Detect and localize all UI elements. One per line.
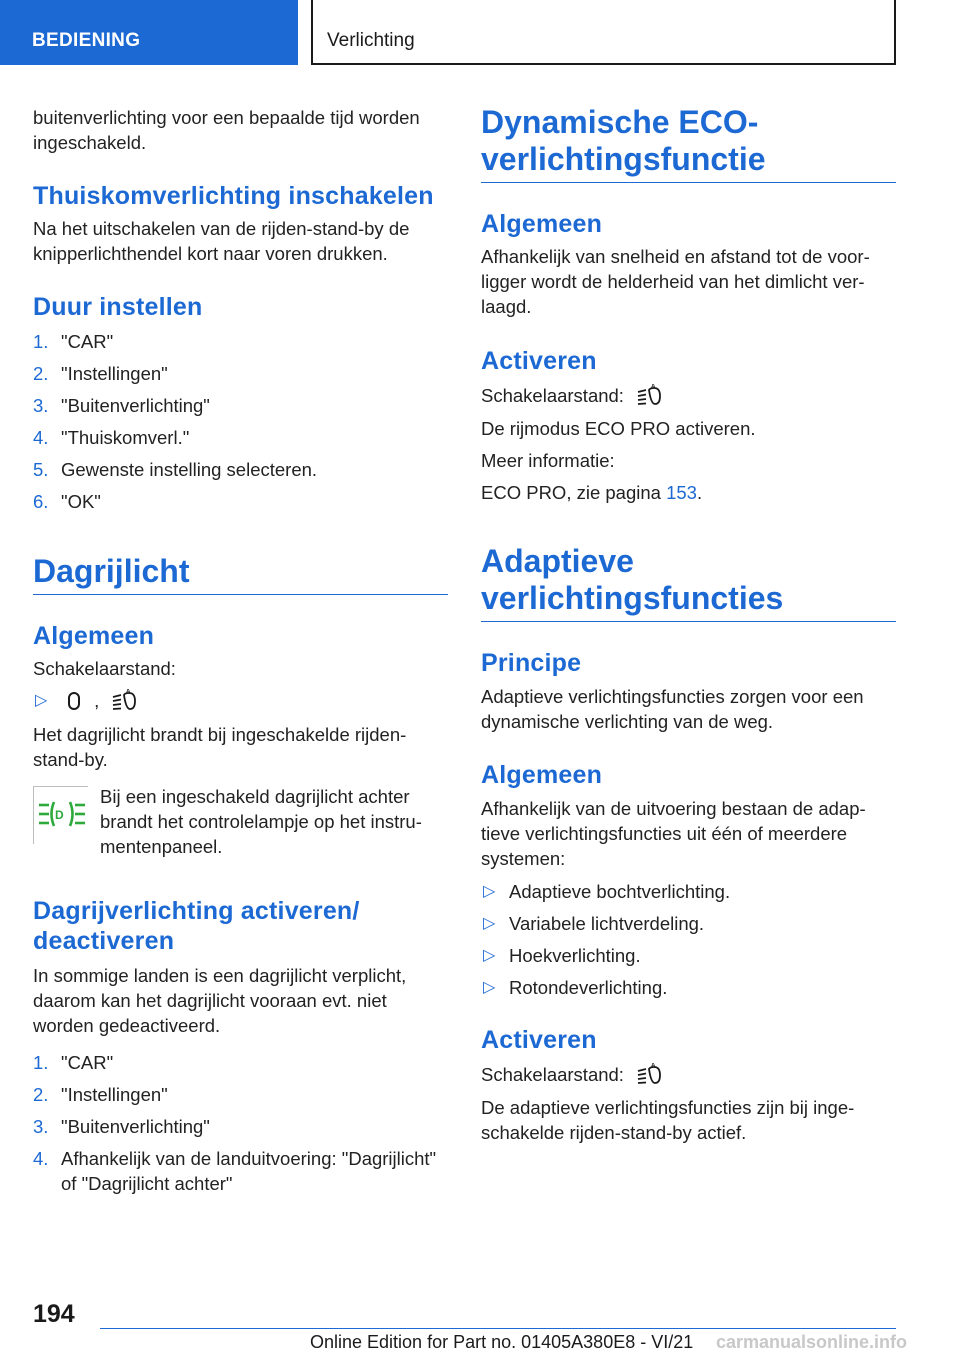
home-lighting-text: Na het uitschakelen van de rijden-stand-by de knipperlichthendel kort naar voren drukken. xyxy=(33,218,410,264)
list-item: ▷ Rotondeverlichting. xyxy=(483,977,668,998)
switch-position-label: Schakelaarstand: xyxy=(33,658,176,679)
eco-switch-position: Schakelaarstand: A xyxy=(481,383,896,408)
list-item: ▷ Hoekverlichting. xyxy=(483,945,641,966)
adaptive-activate-text: De adaptieve verlichtingsfuncties zijn bij inge- schakelde rijden-stand-by actief. xyxy=(481,1097,855,1143)
eco-activate-heading: Activeren xyxy=(481,347,597,375)
list-item: ▷ , A xyxy=(33,688,448,713)
adaptive-switch-position: Schakelaarstand: A xyxy=(481,1062,896,1087)
list-item: 2. "Instellingen" xyxy=(33,363,168,384)
chapter-title: Verlichting xyxy=(311,0,896,65)
duration-steps xyxy=(33,329,448,514)
eco-mode-text: De rijmodus ECO PRO activeren. xyxy=(481,418,756,439)
adaptive-title: Adaptieve verlichtingsfuncties xyxy=(481,543,784,616)
list-item: 5. Gewenste instelling selecteren. xyxy=(33,459,318,480)
right-column xyxy=(481,0,896,1250)
dagrijlicht-title: Dagrijlicht xyxy=(33,553,190,589)
eco-title: Dynamische ECO- verlichtingsfunctie xyxy=(481,104,766,177)
title-rule xyxy=(33,594,448,595)
activate-daytime-heading: Dagrijverlichting activeren/ deactiveren xyxy=(33,897,360,955)
list-item: 3. "Buitenverlichting" xyxy=(33,1116,210,1137)
adaptive-activate-heading: Activeren xyxy=(481,1026,597,1054)
list-item: 4. "Thuiskomverl." xyxy=(33,427,190,448)
bullet-triangle-icon: ▷ xyxy=(483,979,496,996)
list-item: ▷ Adaptieve bochtverlichting. xyxy=(483,881,731,902)
indicator-lamp-text: Bij een ingeschakeld dagrijlicht achter brandt het controlelampje op het instru- mentenpaneel. xyxy=(100,786,422,857)
section-tab: BEDIENING xyxy=(0,0,298,65)
footer-rule xyxy=(100,1328,896,1329)
bullet-triangle-icon: ▷ xyxy=(483,947,496,964)
svg-text:D: D xyxy=(55,808,64,822)
activate-steps xyxy=(33,1050,448,1196)
list-item: 1. "CAR" xyxy=(33,331,114,352)
auto-headlight-icon xyxy=(637,1063,661,1085)
indicator-lamp-frame xyxy=(33,786,88,844)
systems-list xyxy=(481,879,896,1000)
watermark: carmanualsonline.info xyxy=(716,1332,908,1352)
auto-headlight-icon xyxy=(637,384,661,406)
more-info-label: Meer informatie: xyxy=(481,450,615,471)
bullet-triangle-icon: ▷ xyxy=(483,883,496,900)
list-item: 2. "Instellingen" xyxy=(33,1084,168,1105)
general-heading: Algemeen xyxy=(33,622,155,650)
activate-daytime-text: In sommige landen is een dagrijlicht verplicht, daarom kan het dagrijlicht vooraan evt. niet worden gedeactiveerd. xyxy=(33,965,407,1036)
home-lighting-heading: Thuiskomverlichting inschakelen xyxy=(33,182,434,210)
edition-text: Online Edition for Part no. 01405A380E8 - VI/21 xyxy=(310,1332,694,1352)
svg-text:A: A xyxy=(126,689,131,695)
page-number: 194 xyxy=(33,1300,75,1328)
left-column xyxy=(33,0,448,1250)
list-item: 6. "OK" xyxy=(33,491,101,512)
principle-text: Adaptieve verlichtingsfuncties zorgen voor een dynamische verlichting van de weg. xyxy=(481,686,864,732)
bullet-triangle-icon: ▷ xyxy=(35,692,48,709)
principle-heading: Principe xyxy=(481,649,582,677)
list-item: ▷ Variabele lichtverdeling. xyxy=(483,913,705,934)
page-reference-link[interactable]: 153 xyxy=(666,482,697,503)
switch-position-bullet xyxy=(33,688,448,713)
adaptive-general-text: Afhankelijk van de uitvoering bestaan de adap- tieve verlichtingsfuncties uit één of meerdere systemen: xyxy=(481,798,866,869)
daytime-running-light-icon xyxy=(38,796,86,836)
list-item: 1. "CAR" xyxy=(33,1052,114,1073)
bullet-triangle-icon: ▷ xyxy=(483,915,496,932)
eco-general-text: Afhankelijk van snelheid en afstand tot de voor- ligger wordt de helderheid van het dimlicht ver- laagd. xyxy=(481,246,870,317)
svg-text:A: A xyxy=(651,1063,656,1069)
switch-off-icon xyxy=(67,691,81,711)
title-rule xyxy=(481,182,896,183)
adaptive-general-heading: Algemeen xyxy=(481,761,603,789)
list-item: 4. Afhankelijk van de landuitvoering: "Dagrijlicht" of "Dagrijlicht achter" xyxy=(33,1148,437,1194)
list-item: 3. "Buitenverlichting" xyxy=(33,395,210,416)
duration-heading: Duur instellen xyxy=(33,293,203,321)
svg-text:A: A xyxy=(651,384,656,390)
title-rule xyxy=(481,621,896,622)
eco-reference: ECO PRO, zie pagina 153. xyxy=(481,482,703,503)
daytime-text: Het dagrijlicht brandt bij ingeschakelde rijden-stand-by. xyxy=(33,724,407,770)
intro-text: buitenverlichting voor een bepaalde tijd worden ingeschakeld. xyxy=(33,107,420,153)
eco-general-heading: Algemeen xyxy=(481,210,603,238)
auto-headlight-icon xyxy=(112,689,136,711)
